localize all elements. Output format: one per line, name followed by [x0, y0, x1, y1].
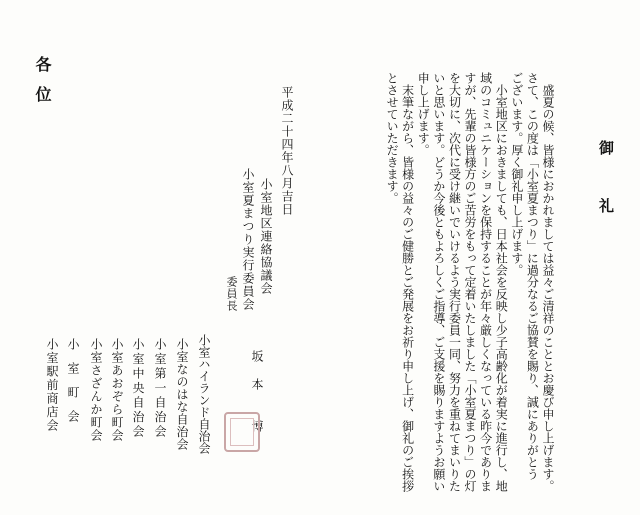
date: 平成二十四年八月吉日: [280, 86, 294, 216]
body-line: 盛夏の候、皆様におかれましては益々ご清祥のこととお慶び申し上げます。: [541, 84, 555, 492]
addressee: 各位: [33, 56, 52, 116]
association-2: 小室なのはな自治会: [175, 338, 189, 451]
sender-org-committee: 小室夏まつり実行委員会: [241, 168, 255, 311]
sender-name: 坂 本 博: [250, 350, 264, 434]
association-3: 小室第一自治会: [153, 338, 167, 440]
body-line: 域のコミュニケーションを保持することが年々厳しくなっている昨今でありま: [478, 72, 493, 492]
body-line: 末筆ながら、皆様の益々のご健勝とご発展をお祈り申し上げ、御礼のご挨拶: [400, 84, 415, 492]
association-5: 小室あおぞら町会: [110, 338, 124, 442]
document-title: 御 礼: [597, 140, 615, 227]
association-8: 小室駅前商店会: [45, 338, 59, 433]
association-6: 小室さざんか町会: [89, 338, 103, 442]
body-line: を大切に、次代に受け継いでいけるよう実行委員一同、努力を重ねてまいりた: [447, 72, 462, 492]
association-4: 小室中央自治会: [131, 338, 145, 440]
body-line: とさせていただきます。: [385, 72, 400, 204]
body-line: さて、この度は「小室夏まつり」に過分なるご協賛を賜り、誠にありがとう: [525, 72, 540, 480]
body-line: 申し上げます。: [416, 72, 431, 156]
sender-role: 委員長: [225, 276, 238, 312]
body-line: いと思います。どうか今後ともよろしくご指導、ご支援を賜りますようお願い: [431, 72, 446, 492]
association-7: 小 室 町 会: [66, 338, 80, 422]
association-1: 小室ハイランド自治会: [197, 334, 211, 454]
letter-body: [340, 72, 555, 492]
personal-seal: [224, 412, 260, 452]
body-line: ございます。厚く御礼申し上げます。: [509, 72, 524, 276]
body-line: 小室地区におきましても、日本社会を反映し少子高齢化が着実に進行し、地: [494, 84, 509, 492]
body-line: すが、先輩の皆様方のご苦労をもって定着いたしました「小室夏まつり」の灯: [463, 72, 478, 492]
sender-org-council: 小室地区連絡協議会: [259, 178, 273, 295]
